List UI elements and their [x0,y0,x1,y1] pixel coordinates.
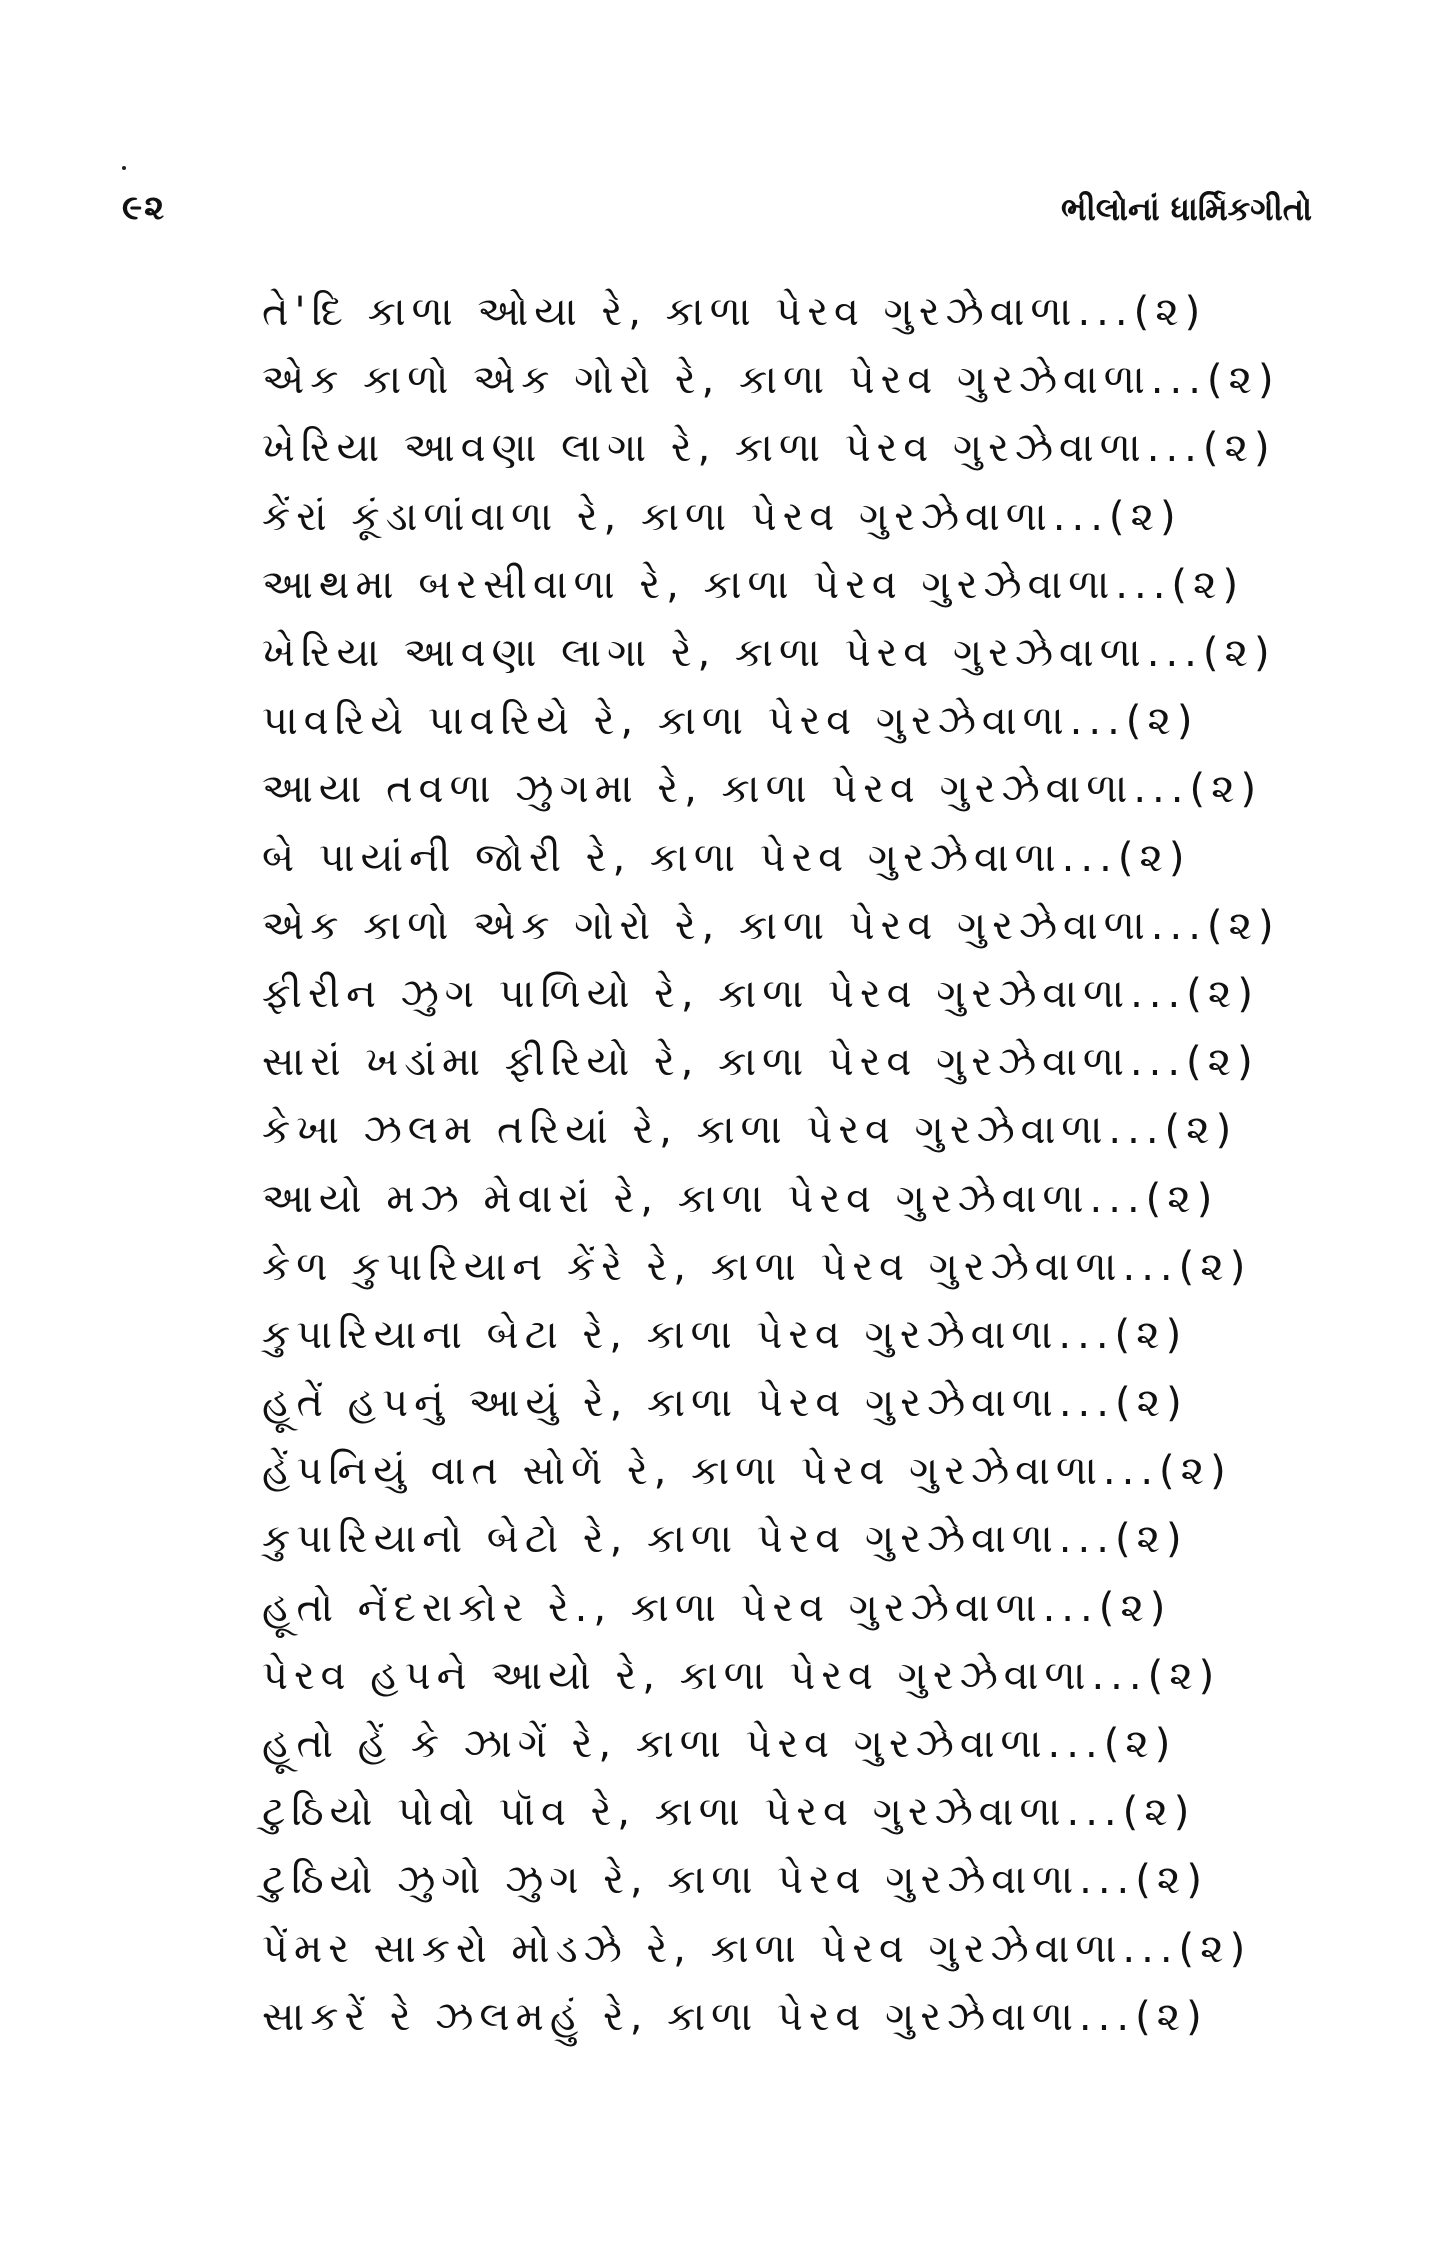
verse-line: કેળ કુપારિયાન કેંરે રે, કાળા પેરવ ગુરઝેવાળા...(૨) [262,1243,1252,1290]
verse-line: આયો મઝ મેવારાં રે, કાળા પેરવ ગુરઝેવાળા...(૨) [262,1175,1219,1222]
verse-line: એક કાળો એક ગોરો રે, કાળા પેરવ ગુરઝેવાળા...(૨) [262,357,1280,404]
verse-line: હેંપનિયું વાત સોળેં રે, કાળા પેરવ ગુરઝેવાળા...(૨) [262,1448,1232,1495]
verse-line: સાકરેં રે ઝલમહું રે, કાળા પેરવ ગુરઝેવાળા...(૨) [262,1993,1208,2040]
verse-line: ખેરિયા આવણા લાગા રે, કાળા પેરવ ગુરઝેવાળા...(૨) [262,630,1276,677]
verse-line: બે પાયાંની જોરી રે, કાળા પેરવ ગુરઝેવાળા...(૨) [262,834,1191,881]
running-title: ભીલોનાં ધાર્મિકગીતો [1061,190,1312,228]
verse-line: પેરવ હપને આયો રે, કાળા પેરવ ગુરઝેવાળા...(૨) [262,1652,1221,1699]
verse-line: પાવરિયે પાવરિયે રે, કાળા પેરવ ગુરઝેવાળા...(૨) [262,698,1199,745]
verse-line: કુપારિયાનો બેટો રે, કાળા પેરવ ગુરઝેવાળા...(૨) [262,1516,1188,1563]
verse-line: હૂતો નેંદરાકોર રે., કાળા પેરવ ગુરઝેવાળા...(૨) [262,1584,1172,1631]
verse-line: પેંમર સાકરો મોડઝે રે, કાળા પેરવ ગુરઝેવાળા...(૨) [262,1925,1252,1972]
verse-line: હૂતો હેં કે ઝાગેં રે, કાળા પેરવ ગુરઝેવાળા...(૨) [262,1721,1177,1768]
verse-line: આયા તવળા ઝુગમા રે, કાળા પેરવ ગુરઝેવાળા...(૨) [262,766,1263,813]
verse-line: કુપારિયાના બેટા રે, કાળા પેરવ ગુરઝેવાળા...(૨) [262,1311,1188,1358]
print-speck [122,166,126,170]
verse-line: એક કાળો એક ગોરો રે, કાળા પેરવ ગુરઝેવાળા...(૨) [262,902,1280,949]
verse-line: તે'દિ કાળા ઓયા રે, કાળા પેરવ ગુરઝેવાળા...(૨) [262,289,1207,336]
verse-line: ટુઠિયો પોવો પૉવ રે, કાળા પેરવ ગુરઝેવાળા...(૨) [262,1789,1196,1836]
verse-line: આથમા બરસીવાળા રે, કાળા પેરવ ગુરઝેવાળા...(૨) [262,561,1245,608]
verse-line: કેંરાં કૂંડાળાંવાળા રે, કાળા પેરવ ગુરઝેવાળા...(૨) [262,493,1182,540]
song-verse [262,278,1280,2051]
verse-line: સારાં ખડાંમા ફીરિયો રે, કાળા પેરવ ગુરઝેવાળા...(૨) [262,1039,1259,1086]
verse-line: ખેરિયા આવણા લાગા રે, કાળા પેરવ ગુરઝેવાળા...(૨) [262,425,1276,472]
verse-line: હૂતેં હપનું આયું રે, કાળા પેરવ ગુરઝેવાળા...(૨) [262,1380,1188,1427]
verse-line: ટુઠિયો ઝુગો ઝુગ રે, કાળા પેરવ ગુરઝેવાળા...(૨) [262,1857,1208,1904]
verse-line: ફીરીન ઝુગ પાળિયો રે, કાળા પેરવ ગુરઝેવાળા...(૨) [262,970,1259,1017]
verse-line: કેખા ઝલમ તરિયાં રે, કાળા પેરવ ગુરઝેવાળા...(૨) [262,1107,1238,1154]
page-number: ૯૨ [122,188,167,228]
